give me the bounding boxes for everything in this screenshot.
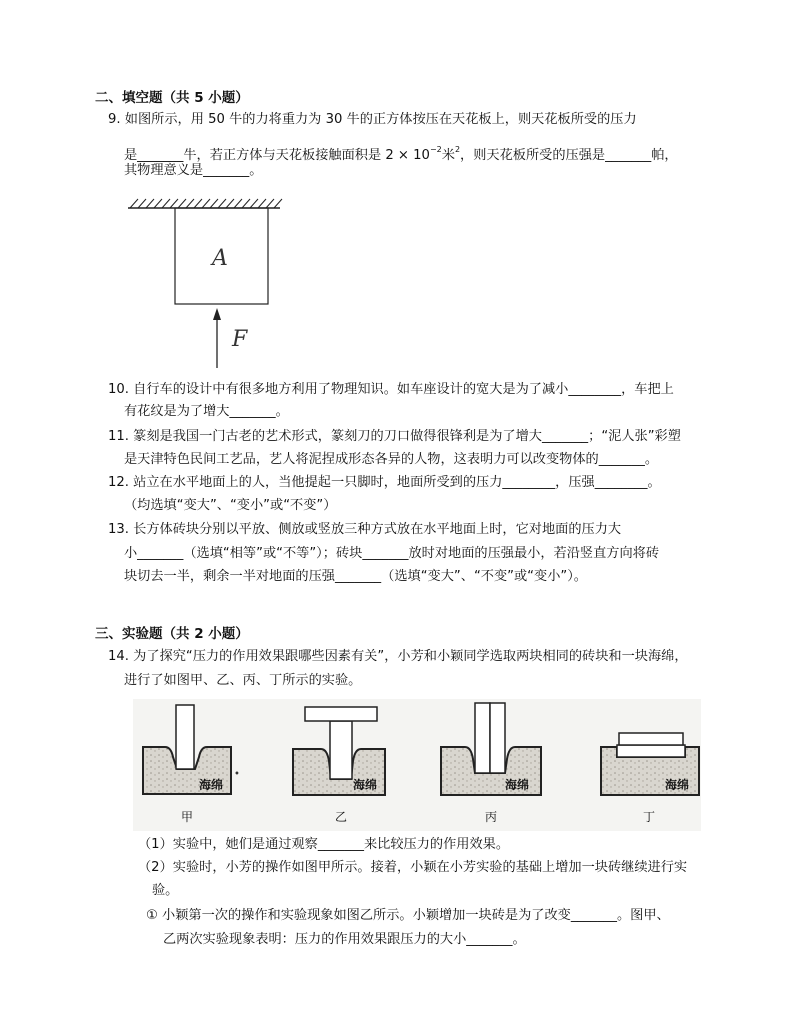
question-10-line-2: 有花纹是为了增大_______。 [124, 404, 289, 419]
question-12-line-1: 12. 站立在水平地面上的人，当他提起一只脚时，地面所受到的压力________，压强________。 [108, 475, 661, 490]
brick-ding-bottom [617, 745, 685, 757]
question-13-line-3: 块切去一半，剩余一半对地面的压强_______（选填“变大”、“不变”或“变小”）。 [124, 569, 587, 584]
question-14-sub-1: （1）实验中，她们是通过观察_______来比较压力的作用效果。 [138, 837, 510, 852]
brick-bing-right [490, 703, 505, 773]
section-title-experiment: 三、实验题（共 2 小题） [95, 626, 249, 642]
block-label: A [212, 246, 228, 271]
force-arrow [213, 308, 221, 368]
ceiling-hatch [128, 199, 282, 208]
sponge-label-bing: 海绵 [505, 778, 530, 792]
q9-text-b: 米 [441, 148, 455, 163]
caption-jia: 甲 [181, 810, 194, 824]
caption-bing: 丙 [485, 810, 498, 824]
brick-yi-top [305, 707, 377, 721]
question-9-line-3: 其物理意义是_______。 [124, 163, 263, 178]
dot-mark: • [234, 769, 240, 780]
question-14-sub-3-line-2: 乙两次实验现象表明：压力的作用效果跟压力的大小_______。 [163, 932, 526, 947]
caption-ding: 丁 [643, 810, 656, 824]
question-14-sub-2-line-2: 验。 [152, 883, 179, 898]
q9-square: 2 [454, 145, 461, 154]
question-11-line-1: 11. 篆刻是我国一门古老的艺术形式，篆刻刀的刀口做得很锋利是为了增大_______；“泥人张”彩塑 [108, 429, 681, 444]
question-12-line-2: （均选填“变大”、“变小”或“不变”） [124, 498, 337, 513]
question-14-line-2: 进行了如图甲、乙、丙、丁所示的实验。 [124, 673, 362, 688]
ceiling-block-figure [120, 190, 290, 370]
sponge-label-ding: 海绵 [665, 778, 690, 792]
q9-text-a: 是_______牛，若正方体与天花板接触面积是 2 × 10 [124, 148, 430, 163]
caption-yi: 乙 [335, 810, 348, 824]
question-9-line-1: 9. 如图所示，用 50 牛的力将重力为 30 牛的正方体按压在天花板上，则天花板所受的压力 [108, 112, 637, 127]
brick-bing-left [475, 703, 490, 773]
question-13-line-1: 13. 长方体砖块分别以平放、侧放或竖放三种方式放在水平地面上时，它对地面的压力大 [108, 522, 622, 537]
force-label: F [232, 327, 248, 352]
question-13-line-2: 小_______（选填“相等”或“不等”）；砖块_______放时对地面的压强最小，若沿竖直方向将砖 [124, 546, 660, 561]
sponge-experiment-figure [133, 699, 701, 831]
brick-yi-bottom [330, 721, 352, 779]
q9-text-c: ，则天花板所受的压强是_______帕， [460, 148, 678, 163]
q9-exponent: −2 [429, 145, 442, 154]
question-10-line-1: 10. 自行车的设计中有很多地方利用了物理知识。如车座设计的宽大是为了减小________，车把上 [108, 382, 674, 397]
sponge-label-jia: 海绵 [199, 778, 224, 792]
question-11-line-2: 是天津特色民间工艺品，艺人将泥捏成形态各异的人物，这表明力可以改变物体的_______。 [124, 452, 659, 467]
question-14-sub-2-line-1: （2）实验时，小芳的操作如图甲所示。接着，小颖在小芳实验的基础上增加一块砖继续进行实 [138, 860, 688, 875]
brick-jia [176, 705, 194, 769]
question-14-sub-3-line-1: ① 小颖第一次的操作和实验现象如图乙所示。小颖增加一块砖是为了改变_______。图甲、 [146, 908, 670, 923]
brick-ding-top [619, 733, 683, 745]
section-title: 二、填空题（共 5 小题） [95, 90, 249, 106]
question-14-line-1: 14. 为了探究“压力的作用效果跟哪些因素有关”，小芳和小颖同学选取两块相同的砖块和一块海绵， [108, 649, 688, 664]
sponge-label-yi: 海绵 [353, 778, 378, 792]
